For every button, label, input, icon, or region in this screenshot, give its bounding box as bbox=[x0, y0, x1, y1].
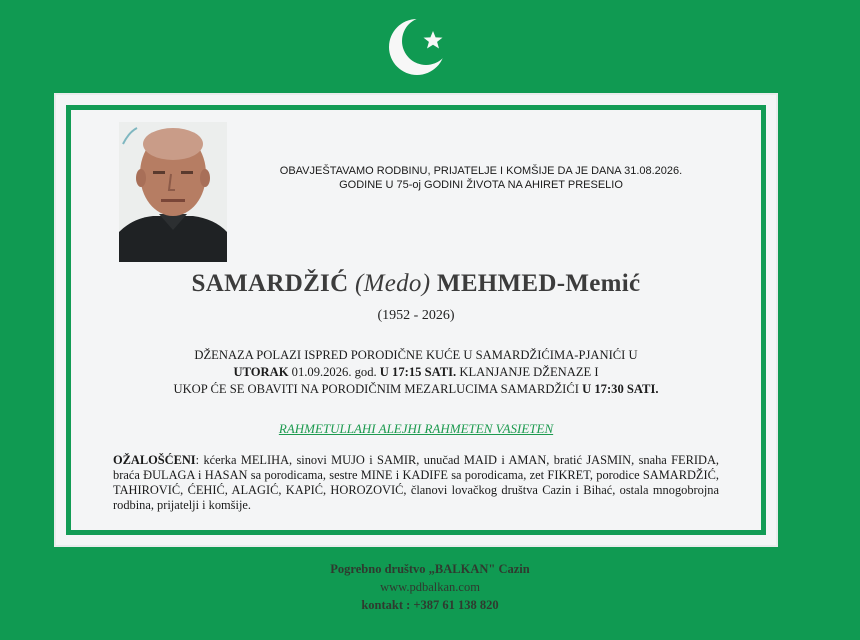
funeral-line-rest: KLANJANJE DŽENAZE I bbox=[456, 365, 599, 379]
website-link[interactable]: www.pdbalkan.com bbox=[380, 580, 480, 594]
deceased-photo bbox=[119, 122, 227, 262]
surname: SAMARDŽIĆ bbox=[191, 270, 349, 297]
announcement-text bbox=[231, 164, 731, 192]
funeral-date: 01.09.2026. god. bbox=[288, 365, 377, 379]
life-years: (1952 - 2026) bbox=[377, 308, 455, 323]
funeral-line: DŽENAZA POLAZI ISPRED PORODIČNE KUĆE U SAMARDŽIĆIMA-PJANIĆI U bbox=[194, 348, 638, 362]
obituary-card bbox=[54, 93, 778, 547]
funeral-day: UTORAK bbox=[233, 365, 289, 379]
mourners-label: OŽALOŠĆENI bbox=[113, 453, 196, 467]
funeral-line bbox=[131, 364, 701, 381]
mourners-list: : kćerka MELIHA, sinovi MUJO i SAMIR, unučad MAID i AMAN, bratić JASMIN, snaha FERIDA, braća ĐULAGA i HASAN sa porodicama, sestre MINE i KADIFE sa porodicama, zet FIKRET, porodice SAMARDŽIĆ, TAHIROVIĆ, ĆEHIĆ, ALAGIĆ, KAPIĆ, HOROZOVIĆ, članovi lovačkog društva Cazin i Bihać, ostala mnogobrojna rodbina, prijatelji i komšije. bbox=[113, 453, 719, 512]
card-border bbox=[66, 105, 766, 535]
funeral-details bbox=[131, 347, 701, 398]
footer bbox=[0, 560, 860, 614]
burial-time: U 17:30 SATI. bbox=[578, 382, 659, 396]
contact-phone: kontakt : +387 61 138 820 bbox=[361, 598, 499, 612]
announcement-line: GODINE U 75-oj GODINI ŽIVOTA NA AHIRET PRESELIO bbox=[339, 179, 623, 191]
crescent-star-icon bbox=[384, 14, 450, 80]
funeral-company: Pogrebno društvo „BALKAN" Cazin bbox=[330, 562, 530, 576]
deceased-name bbox=[71, 270, 761, 298]
announcement-line: OBAVJEŠTAVAMO RODBINU, PRIJATELJE I KOMŠIJE DA JE DANA 31.08.2026. bbox=[279, 165, 683, 177]
burial-text: UKOP ĆE SE OBAVITI NA PORODIČNIM MEZARLUCIMA SAMARDŽIĆI bbox=[173, 382, 579, 396]
nickname: (Medo) bbox=[354, 270, 431, 297]
funeral-time: U 17:15 SATI. bbox=[376, 365, 457, 379]
given-name: MEHMED-Memić bbox=[436, 270, 641, 297]
mourners-paragraph bbox=[113, 453, 719, 513]
prayer-line: RAHMETULLAHI ALEJHI RAHMETEN VASIETEN bbox=[278, 421, 554, 436]
funeral-line bbox=[131, 381, 701, 398]
